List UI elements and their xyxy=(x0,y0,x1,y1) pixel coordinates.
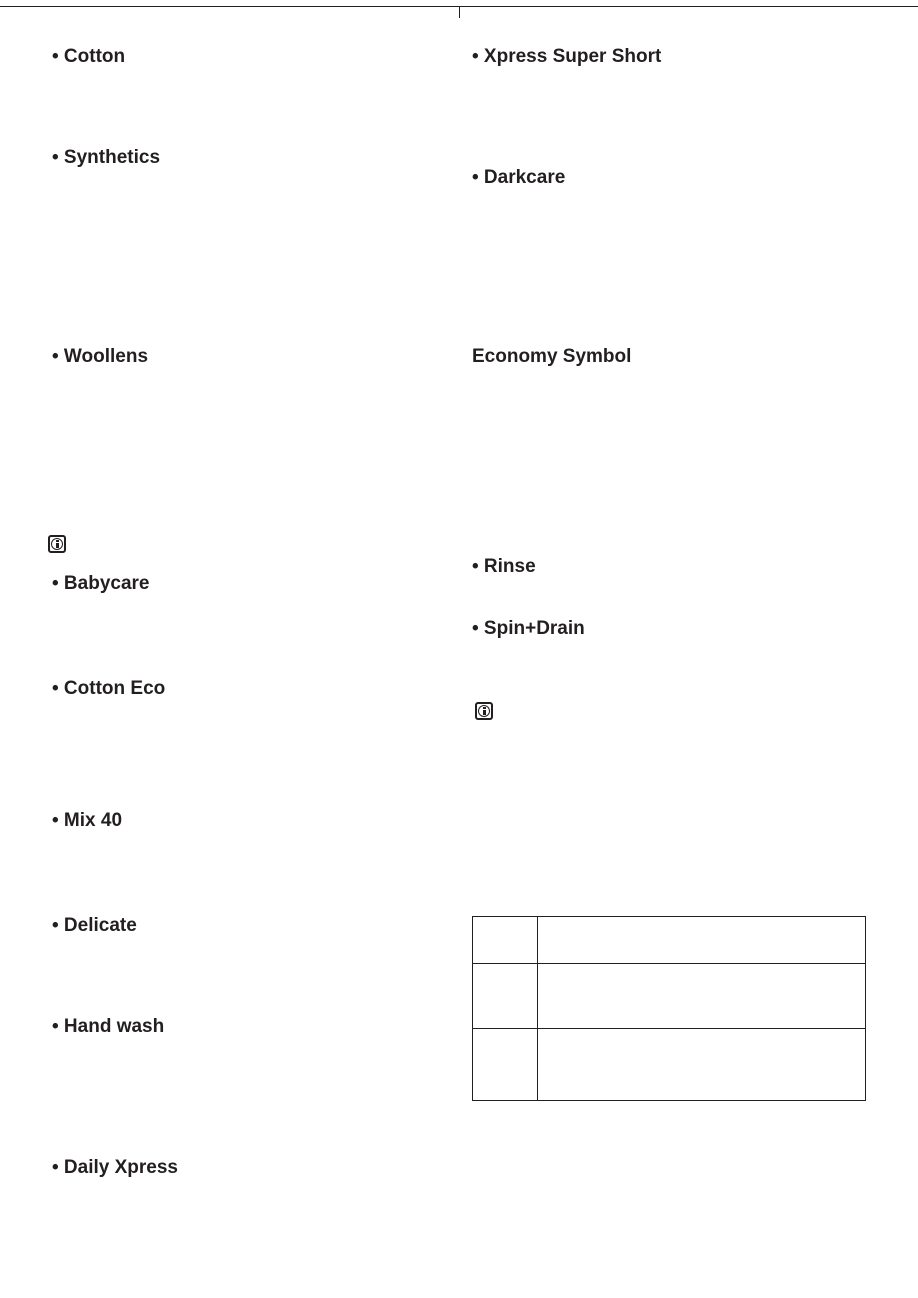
heading-babycare: • Babycare xyxy=(52,573,150,594)
info-icon xyxy=(475,702,493,720)
info-icon xyxy=(48,535,66,553)
heading-daily-xpress: • Daily Xpress xyxy=(52,1157,178,1178)
symbol-cell xyxy=(473,1029,538,1101)
symbol-cell xyxy=(473,917,538,964)
description-cell xyxy=(538,917,866,964)
heading-woollens: • Woollens xyxy=(52,346,149,367)
heading-delicate: • Delicate xyxy=(52,915,137,936)
table-row xyxy=(473,1029,866,1101)
heading-rinse: • Rinse xyxy=(472,556,536,577)
heading-spin-drain: • Spin+Drain xyxy=(472,618,585,639)
info-icon-dot xyxy=(483,707,486,710)
table-row xyxy=(473,964,866,1029)
table-row xyxy=(473,917,866,964)
description-cell xyxy=(538,1029,866,1101)
heading-economy-symbol: Economy Symbol xyxy=(472,346,632,367)
info-icon-stem xyxy=(483,710,486,715)
symbol-cell xyxy=(473,964,538,1029)
heading-synthetics: • Synthetics xyxy=(52,147,161,168)
economy-legend-table xyxy=(472,916,866,1101)
info-icon-stem xyxy=(56,543,59,548)
heading-darkcare: • Darkcare xyxy=(472,167,566,188)
header-center-tick xyxy=(459,6,460,18)
heading-xpress-super-short: • Xpress Super Short xyxy=(472,46,662,67)
heading-hand-wash: • Hand wash xyxy=(52,1016,165,1037)
heading-cotton: • Cotton xyxy=(52,46,126,67)
description-cell xyxy=(538,964,866,1029)
info-icon-dot xyxy=(56,540,59,543)
header-rule xyxy=(0,0,918,24)
heading-mix-40: • Mix 40 xyxy=(52,810,123,831)
heading-cotton-eco: • Cotton Eco xyxy=(52,678,166,699)
